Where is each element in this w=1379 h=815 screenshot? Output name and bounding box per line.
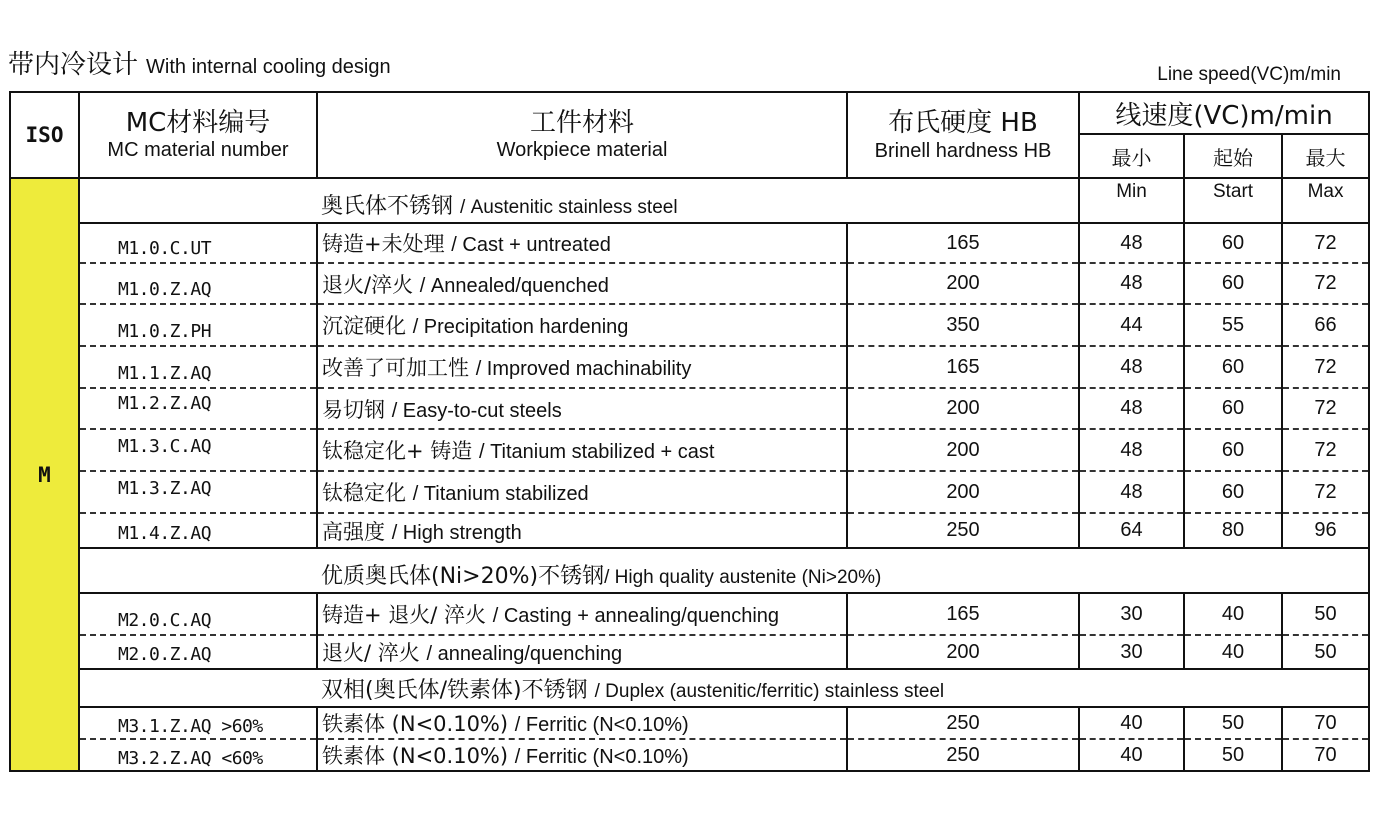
table-row: [10, 223, 1369, 263]
hb-value: 250: [847, 513, 1079, 548]
wp-cn: 铸造+ 退火/ 淬火: [322, 603, 487, 627]
wp-cn: 铁素体 (N<0.10%): [322, 744, 509, 768]
workpiece-cell: [317, 388, 847, 429]
max-value: 96: [1282, 513, 1369, 548]
wp-cn: 易切钢: [322, 397, 385, 422]
workpiece-cell: [317, 304, 847, 346]
min-value: 48: [1079, 223, 1184, 263]
table-row: [10, 471, 1369, 513]
category-en: / Duplex (austenitic/ferritic) stainless steel: [594, 681, 945, 702]
table-row: [10, 513, 1369, 548]
max-value: 70: [1282, 707, 1369, 739]
min-value: 64: [1079, 513, 1184, 548]
mc-code: M2.0.Z.AQ: [79, 635, 317, 669]
wp-en: / High strength: [391, 521, 522, 544]
min-value: 48: [1079, 429, 1184, 471]
workpiece-cell: [317, 471, 847, 513]
wp-en: / Cast + untreated: [451, 234, 611, 256]
mc-code: M1.0.Z.PH: [79, 304, 317, 346]
workpiece-cell: [317, 739, 847, 771]
table-row: [10, 429, 1369, 471]
wp-en: / Casting + annealing/quenching: [492, 605, 780, 627]
table-row: [10, 304, 1369, 346]
start-value: 80: [1184, 513, 1282, 548]
wp-en: / Titanium stabilized + cast: [478, 441, 715, 463]
category-en: / Austenitic stainless steel: [460, 197, 678, 218]
max-value: 72: [1282, 429, 1369, 471]
min-value: 30: [1079, 593, 1184, 635]
start-value: 60: [1184, 388, 1282, 429]
wp-cn: 沉淀硬化: [322, 314, 406, 338]
hb-value: 165: [847, 223, 1079, 263]
table-row: [10, 635, 1369, 669]
category-spacer: [79, 548, 317, 593]
wp-en: / Ferritic (N<0.10%): [514, 746, 689, 768]
table-row: [10, 739, 1369, 771]
start-value: 50: [1184, 739, 1282, 771]
min-value: 48: [1079, 388, 1184, 429]
category-cn: 优质奥氏体(Ni>20%)不锈钢: [321, 564, 605, 589]
max-value: 72: [1282, 263, 1369, 304]
mc-code: M3.2.Z.AQ <60%: [79, 739, 317, 771]
category-spacer: [79, 669, 317, 707]
min-header-en: Min: [1079, 178, 1184, 223]
hardness-header: [847, 92, 1079, 178]
min-value: 48: [1079, 471, 1184, 513]
category-label: [317, 548, 1369, 593]
speed-unit-note: Line speed(VC)m/min: [1157, 64, 1341, 85]
wp-en: / annealing/quenching: [426, 643, 623, 665]
max-value: 50: [1282, 635, 1369, 669]
start-value: 60: [1184, 471, 1282, 513]
table-row: [10, 388, 1369, 429]
mc-code: M3.1.Z.AQ >60%: [79, 707, 317, 739]
wp-en: / Ferritic (N<0.10%): [514, 714, 689, 736]
workpiece-cell: [317, 635, 847, 669]
max-value: 66: [1282, 304, 1369, 346]
wp-en: / Improved machinability: [475, 358, 692, 380]
category-label: [317, 669, 1369, 707]
start-value: 60: [1184, 223, 1282, 263]
mc-code: M1.2.Z.AQ: [79, 388, 317, 429]
category-en: / High quality austenite (Ni>20%): [604, 567, 882, 588]
start-header-cn: 起始: [1184, 134, 1282, 178]
wp-cn: 退火/淬火: [322, 272, 414, 297]
hb-value: 165: [847, 593, 1079, 635]
min-value: 30: [1079, 635, 1184, 669]
start-value: 40: [1184, 593, 1282, 635]
hb-header-en: Brinell hardness HB: [874, 140, 1052, 162]
workpiece-cell: [317, 593, 847, 635]
hb-header-cn: 布氏硬度 HB: [888, 108, 1038, 138]
start-value: 60: [1184, 429, 1282, 471]
min-value: 40: [1079, 707, 1184, 739]
max-value: 72: [1282, 223, 1369, 263]
max-value: 72: [1282, 471, 1369, 513]
wp-cn: 高强度: [322, 519, 385, 544]
mc-header-en: MC material number: [107, 139, 289, 161]
wp-en: / Precipitation hardening: [412, 316, 629, 338]
hb-value: 350: [847, 304, 1079, 346]
wp-header-cn: 工件材料: [529, 108, 634, 138]
wp-en: / Easy-to-cut steels: [391, 399, 562, 422]
wp-en: / Annealed/quenched: [419, 274, 609, 297]
wp-cn: 改善了可加工性: [322, 356, 469, 380]
iso-group-cell: M: [10, 178, 79, 771]
mc-code: M1.0.Z.AQ: [79, 263, 317, 304]
mc-code: M1.4.Z.AQ: [79, 513, 317, 548]
title-cn: 带内冷设计: [8, 50, 139, 80]
table-row: [10, 263, 1369, 304]
min-value: 40: [1079, 739, 1184, 771]
mc-code: M2.0.C.AQ: [79, 593, 317, 635]
wp-cn: 钛稳定化+ 铸造: [322, 439, 473, 463]
workpiece-cell: [317, 263, 847, 304]
hb-value: 200: [847, 471, 1079, 513]
workpiece-header: [317, 92, 847, 178]
mc-number-header: [79, 92, 317, 178]
workpiece-cell: [317, 429, 847, 471]
start-value: 50: [1184, 707, 1282, 739]
iso-header: ISO: [10, 92, 79, 178]
min-header-cn: 最小: [1079, 134, 1184, 178]
workpiece-cell: [317, 346, 847, 388]
wp-header-en: Workpiece material: [496, 139, 668, 161]
hb-value: 200: [847, 429, 1079, 471]
speed-header: 线速度(VC)m/min: [1079, 92, 1369, 134]
category-spacer: [79, 178, 317, 223]
hb-value: 165: [847, 346, 1079, 388]
wp-cn: 退火/ 淬火: [322, 641, 420, 665]
start-value: 60: [1184, 263, 1282, 304]
wp-cn: 铁素体 (N<0.10%): [322, 712, 509, 736]
hb-value: 200: [847, 388, 1079, 429]
workpiece-cell: [317, 707, 847, 739]
hb-value: 250: [847, 707, 1079, 739]
cutting-speed-table: [9, 91, 1370, 772]
page-title: [8, 44, 391, 81]
mc-code: M1.0.C.UT: [79, 223, 317, 263]
max-value: 50: [1282, 593, 1369, 635]
mc-code: M1.1.Z.AQ: [79, 346, 317, 388]
mc-header-cn: MC材料编号: [125, 108, 271, 138]
hb-value: 200: [847, 263, 1079, 304]
wp-cn: 铸造+未处理: [322, 232, 445, 256]
workpiece-cell: [317, 513, 847, 548]
mc-code: M1.3.C.AQ: [79, 429, 317, 471]
min-value: 44: [1079, 304, 1184, 346]
workpiece-cell: [317, 223, 847, 263]
table-row: [10, 346, 1369, 388]
max-value: 72: [1282, 388, 1369, 429]
start-value: 55: [1184, 304, 1282, 346]
category-cn: 双相(奥氏体/铁素体)不锈钢: [321, 678, 588, 703]
start-header-en: Start: [1184, 178, 1282, 223]
title-en: With internal cooling design: [146, 56, 391, 78]
table-row: [10, 707, 1369, 739]
hb-value: 200: [847, 635, 1079, 669]
min-value: 48: [1079, 263, 1184, 304]
wp-cn: 钛稳定化: [322, 481, 406, 505]
max-header-cn: 最大: [1282, 134, 1369, 178]
max-value: 72: [1282, 346, 1369, 388]
max-value: 70: [1282, 739, 1369, 771]
hb-value: 250: [847, 739, 1079, 771]
start-value: 60: [1184, 346, 1282, 388]
max-header-en: Max: [1282, 178, 1369, 223]
wp-en: / Titanium stabilized: [412, 483, 589, 505]
start-value: 40: [1184, 635, 1282, 669]
category-cn: 奥氏体不锈钢: [321, 194, 454, 219]
category-label: [317, 178, 1079, 223]
min-value: 48: [1079, 346, 1184, 388]
mc-code: M1.3.Z.AQ: [79, 471, 317, 513]
table-row: [10, 593, 1369, 635]
